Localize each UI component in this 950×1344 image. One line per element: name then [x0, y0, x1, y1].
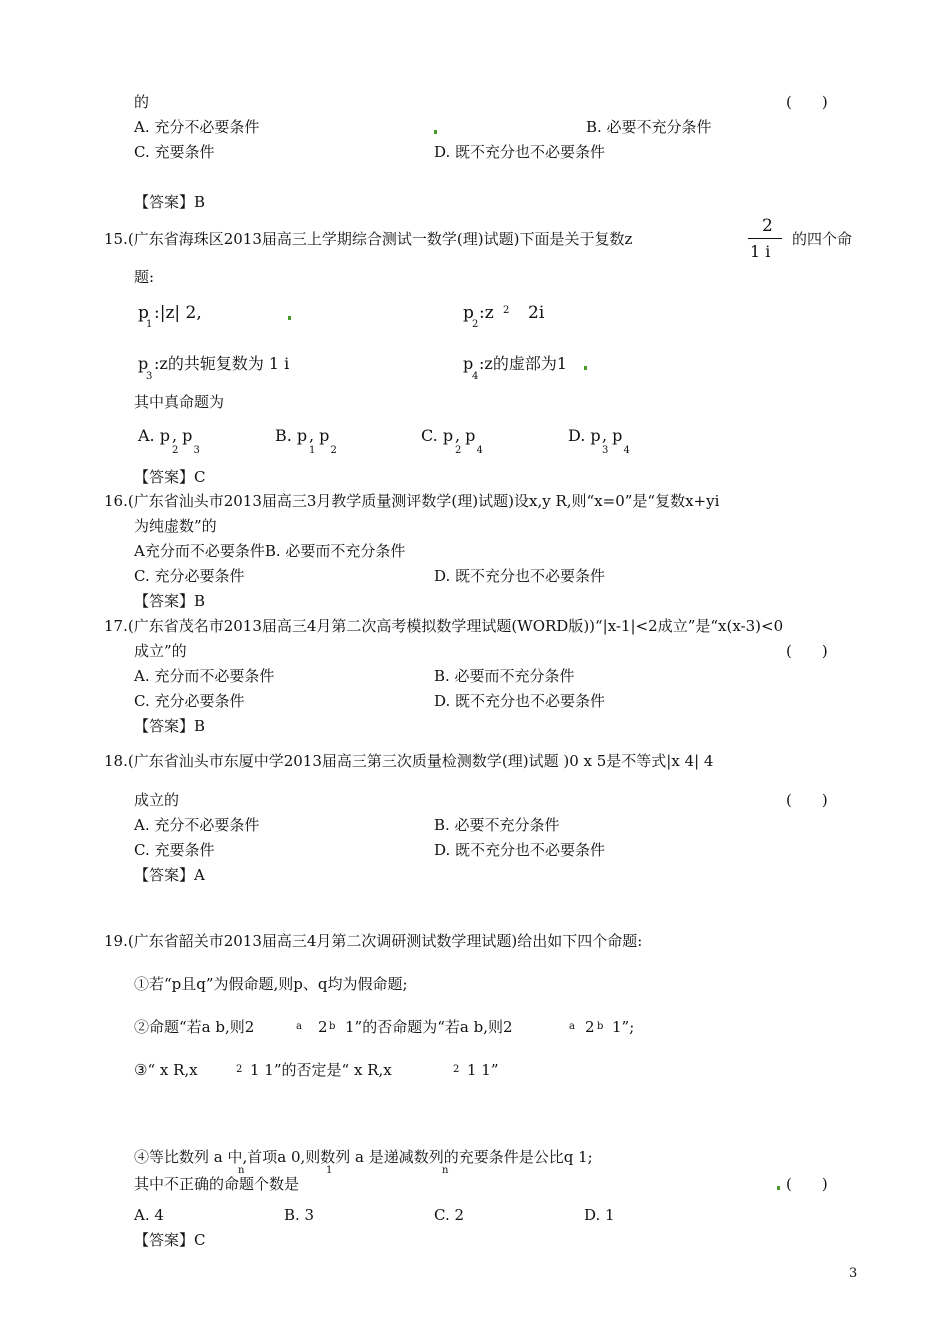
- q17-option-b: B. 必要而不充分条件: [434, 667, 575, 685]
- q15-p2-body: :z: [479, 303, 494, 323]
- q19-option-a: A. 4: [134, 1206, 164, 1224]
- q17-option-c: C. 充分必要条件: [134, 692, 245, 710]
- q16-option-c: C. 充分必要条件: [134, 567, 245, 585]
- q15-stem2: 题:: [134, 268, 155, 286]
- q15-option-b-sub: 1 2: [309, 445, 337, 456]
- q19-statement-2c-sup: a: [569, 1021, 575, 1032]
- q19-statement-2a-sup: a: [296, 1021, 302, 1032]
- q15-p1: p: [138, 303, 149, 323]
- q14-tail: 的: [134, 93, 150, 111]
- q19-stem: 19.(广东省韶关市2013届高三4月第二次调研测试数学理试题)给出如下四个命题:: [104, 932, 643, 950]
- q19-statement-3b-sup: 2: [453, 1064, 460, 1075]
- q14-paren: ( ): [786, 93, 828, 111]
- q15-p4-body: :z的虚部为1: [479, 354, 568, 373]
- q15-option-d-mid: , p: [602, 426, 623, 445]
- q19-option-b: B. 3: [284, 1206, 315, 1224]
- q15-frac-den: 1 i: [750, 242, 771, 261]
- q18-answer: 【答案】A: [134, 866, 205, 884]
- q19-statement-3c: 1 1”: [467, 1061, 499, 1079]
- q15-p3-body: :z的共轭复数为 1 i: [154, 354, 290, 373]
- q14-answer: 【答案】B: [134, 193, 206, 211]
- q16-option-d: D. 既不充分也不必要条件: [434, 567, 606, 585]
- green-mark: [777, 1186, 780, 1190]
- q19-statement-1: ①若“p且q”为假命题,则p、q均为假命题;: [134, 975, 408, 993]
- q15-option-a-sub: 2 3: [172, 445, 200, 456]
- q15-option-c-mid: , p: [455, 426, 476, 445]
- q15-answer: 【答案】C: [134, 468, 206, 486]
- q19-option-c: C. 2: [434, 1206, 465, 1224]
- q15-stem: 15.(广东省海珠区2013届高三上学期综合测试一数学(理)试题)下面是关于复数z: [104, 230, 633, 248]
- q19-option-d: D. 1: [584, 1206, 615, 1224]
- q15-p2: p: [463, 303, 474, 323]
- q16-stem: 16.(广东省汕头市2013届高三3月教学质量测评数学(理)试题)设x,y R,则“x=0”是“复数x+yi: [104, 492, 720, 510]
- q15-p2-tail: 2i: [528, 303, 545, 323]
- q18-stem2: 成立的: [134, 791, 180, 809]
- q19-lead: 其中不正确的命题个数是: [134, 1175, 300, 1193]
- q15-option-a: A. p: [138, 426, 170, 445]
- q19-statement-4-sub3: n: [442, 1165, 449, 1176]
- q15-option-a-mid: , p: [172, 426, 193, 445]
- q18-paren: ( ): [786, 791, 828, 809]
- q18-option-a: A. 充分不必要条件: [134, 816, 260, 834]
- q18-stem: 18.(广东省汕头市东厦中学2013届高三第三次质量检测数学(理)试题 )0 x 5是不等式|x 4| 4: [104, 752, 714, 770]
- q15-p3-sub: 3: [146, 371, 153, 382]
- q19-statement-2c: 1”的否命题为“若a b,则2: [345, 1018, 513, 1036]
- q15-p3: p: [138, 354, 149, 373]
- q19-statement-2b-sup: b: [329, 1021, 336, 1032]
- q15-p4-sub: 4: [472, 371, 479, 382]
- q15-option-d-sub: 3 4: [602, 445, 630, 456]
- q17-paren: ( ): [786, 642, 828, 660]
- q15-option-b-mid: , p: [309, 426, 330, 445]
- green-mark: [584, 366, 587, 370]
- q19-answer: 【答案】C: [134, 1231, 206, 1249]
- q15-p1-sub: 1: [146, 319, 153, 330]
- q17-option-d: D. 既不充分也不必要条件: [434, 692, 606, 710]
- q14-option-a: A. 充分不必要条件: [134, 118, 260, 136]
- q15-option-c-sub: 2 4: [455, 445, 483, 456]
- q15-frac-num: 2: [762, 216, 773, 236]
- q15-frac-line: [748, 238, 782, 239]
- q19-statement-4-sub2: 1: [326, 1165, 333, 1176]
- q18-option-d: D. 既不充分也不必要条件: [434, 841, 606, 859]
- q19-statement-2d: 2: [585, 1018, 595, 1036]
- q19-statement-2b: 2: [318, 1018, 328, 1036]
- q15-p4: p: [463, 354, 474, 373]
- q18-option-b: B. 必要不充分条件: [434, 816, 560, 834]
- q17-option-a: A. 充分而不必要条件: [134, 667, 275, 685]
- q15-option-b: B. p: [275, 426, 308, 445]
- q14-option-d: D. 既不充分也不必要条件: [434, 143, 606, 161]
- green-mark: [288, 316, 291, 320]
- q16-answer: 【答案】B: [134, 592, 206, 610]
- q19-statement-3b: 1 1”的否定是“ x R,x: [250, 1061, 392, 1079]
- q19-statement-2d-sup: b: [597, 1021, 604, 1032]
- q19-paren: ( ): [786, 1175, 828, 1193]
- q16-stem2: 为纯虚数”的: [134, 517, 217, 535]
- q14-option-c: C. 充要条件: [134, 143, 215, 161]
- q16-options-ab: A充分而不必要条件B. 必要而不充分条件: [134, 542, 406, 560]
- q14-option-b: B. 必要不充分条件: [586, 118, 712, 136]
- q19-statement-2a: ②命题“若a b,则2: [134, 1018, 255, 1036]
- q15-option-c: C. p: [421, 426, 454, 445]
- q15-p2-sup: 2: [503, 305, 510, 316]
- q15-p2-sub: 2: [472, 319, 479, 330]
- q19-statement-3a-sup: 2: [236, 1064, 243, 1075]
- green-mark: [434, 130, 437, 134]
- q17-stem: 17.(广东省茂名市2013届高三4月第二次高考模拟数学理试题(WORD版))“|x-1|<2成立”是“x(x-3)<0: [104, 617, 784, 635]
- q19-statement-4-sub1: n: [238, 1165, 245, 1176]
- q19-statement-4: ④等比数列 a 中,首项a 0,则数列 a 是递减数列的充要条件是公比q 1;: [134, 1148, 593, 1166]
- q19-statement-3a: ③“ x R,x: [134, 1061, 198, 1079]
- q15-stem-tail: 的四个命: [792, 230, 853, 248]
- q19-statement-2e: 1”;: [612, 1018, 635, 1036]
- page-number: 3: [849, 1266, 858, 1281]
- q17-answer: 【答案】B: [134, 717, 206, 735]
- q18-option-c: C. 充要条件: [134, 841, 215, 859]
- q15-lead: 其中真命题为: [134, 393, 225, 411]
- q15-option-d: D. p: [568, 426, 601, 445]
- q17-stem2: 成立”的: [134, 642, 187, 660]
- q15-p1-body: :|z| 2,: [154, 303, 202, 323]
